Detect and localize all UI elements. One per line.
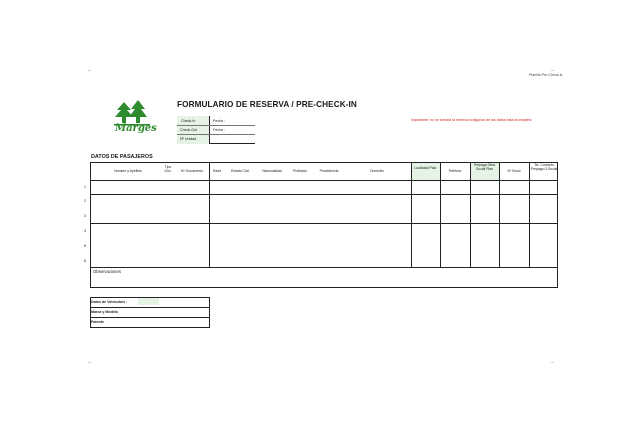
checkin-label: Check-In (181, 119, 196, 123)
corner-mark (551, 362, 554, 363)
column-line (440, 162, 441, 267)
corner-mark (88, 362, 91, 363)
col-header-civil-status: Estado Civil (231, 169, 249, 173)
vehicle-make-model-label: Marca y Modelo (91, 310, 118, 314)
row-number: 1 (84, 185, 86, 189)
divider (90, 317, 210, 318)
col-header-health-plan: Prepaga Obra Social Plan (473, 163, 496, 172)
observations-label: Observaciones (93, 269, 121, 274)
vehicle-highlight (138, 298, 159, 305)
row-number: 5 (84, 244, 86, 248)
vehicle-title: Datos de Vehículo/s : (91, 300, 128, 304)
divider (90, 307, 210, 308)
col-header-nationality: Nacionalidad (262, 169, 282, 173)
row-number: 2 (84, 199, 86, 203)
col-header-member-number: Nº Socio (507, 169, 521, 173)
col-header-doc-type: Tipo Doc. (164, 165, 172, 174)
divider (209, 143, 255, 144)
divider (177, 134, 255, 135)
column-line (209, 162, 210, 267)
logo-text: Marges (115, 123, 157, 134)
corner-mark (88, 70, 91, 71)
row-line (90, 267, 558, 268)
passengers-section-title: DATOS DE PASAJEROS (91, 154, 153, 160)
page-header-text: Planilla Pre-Check-in (529, 73, 563, 77)
col-header-name: Nombre y Apellido (114, 169, 142, 173)
col-header-origin: Procedencia (319, 169, 339, 173)
col-header-doc-number: Nº Documento (181, 169, 203, 173)
checkin-date-label: Fecha : (213, 119, 225, 123)
corner-mark (551, 70, 554, 71)
checkout-label: Check-Out (180, 128, 198, 132)
col-header-locality: Localidad Pcia. (414, 166, 437, 170)
row-line (90, 223, 558, 224)
divider (209, 116, 210, 144)
row-number: 6 (84, 259, 86, 263)
col-header-age: Edad (213, 169, 221, 173)
unit-label: Nº Unidad (180, 137, 197, 141)
form-title: FORMULARIO DE RESERVA / PRE-CHECK-IN (177, 100, 357, 109)
col-header-contact: Tel. Contacto Prepaga O.Social (530, 163, 558, 172)
col-header-profession: Profesión (292, 169, 308, 173)
col-header-address: Domicilio (370, 169, 384, 173)
notice-text: Importante: no se tomará la reserva si algunos de los datos está incompleto (411, 118, 532, 122)
column-line (411, 162, 412, 267)
header-bottom-line (90, 180, 558, 181)
logo (112, 100, 160, 140)
divider (177, 125, 255, 126)
row-number: 3 (84, 214, 86, 218)
column-line (470, 162, 471, 267)
vehicle-plate-label: Patente (91, 320, 104, 324)
row-number: 4 (84, 229, 86, 233)
column-line (529, 162, 530, 267)
tree-logo-icon (112, 100, 160, 140)
column-line (499, 162, 500, 267)
checkout-date-label: Fecha : (213, 128, 225, 132)
col-header-phone: Teléfono (448, 169, 462, 173)
row-line (90, 194, 558, 195)
